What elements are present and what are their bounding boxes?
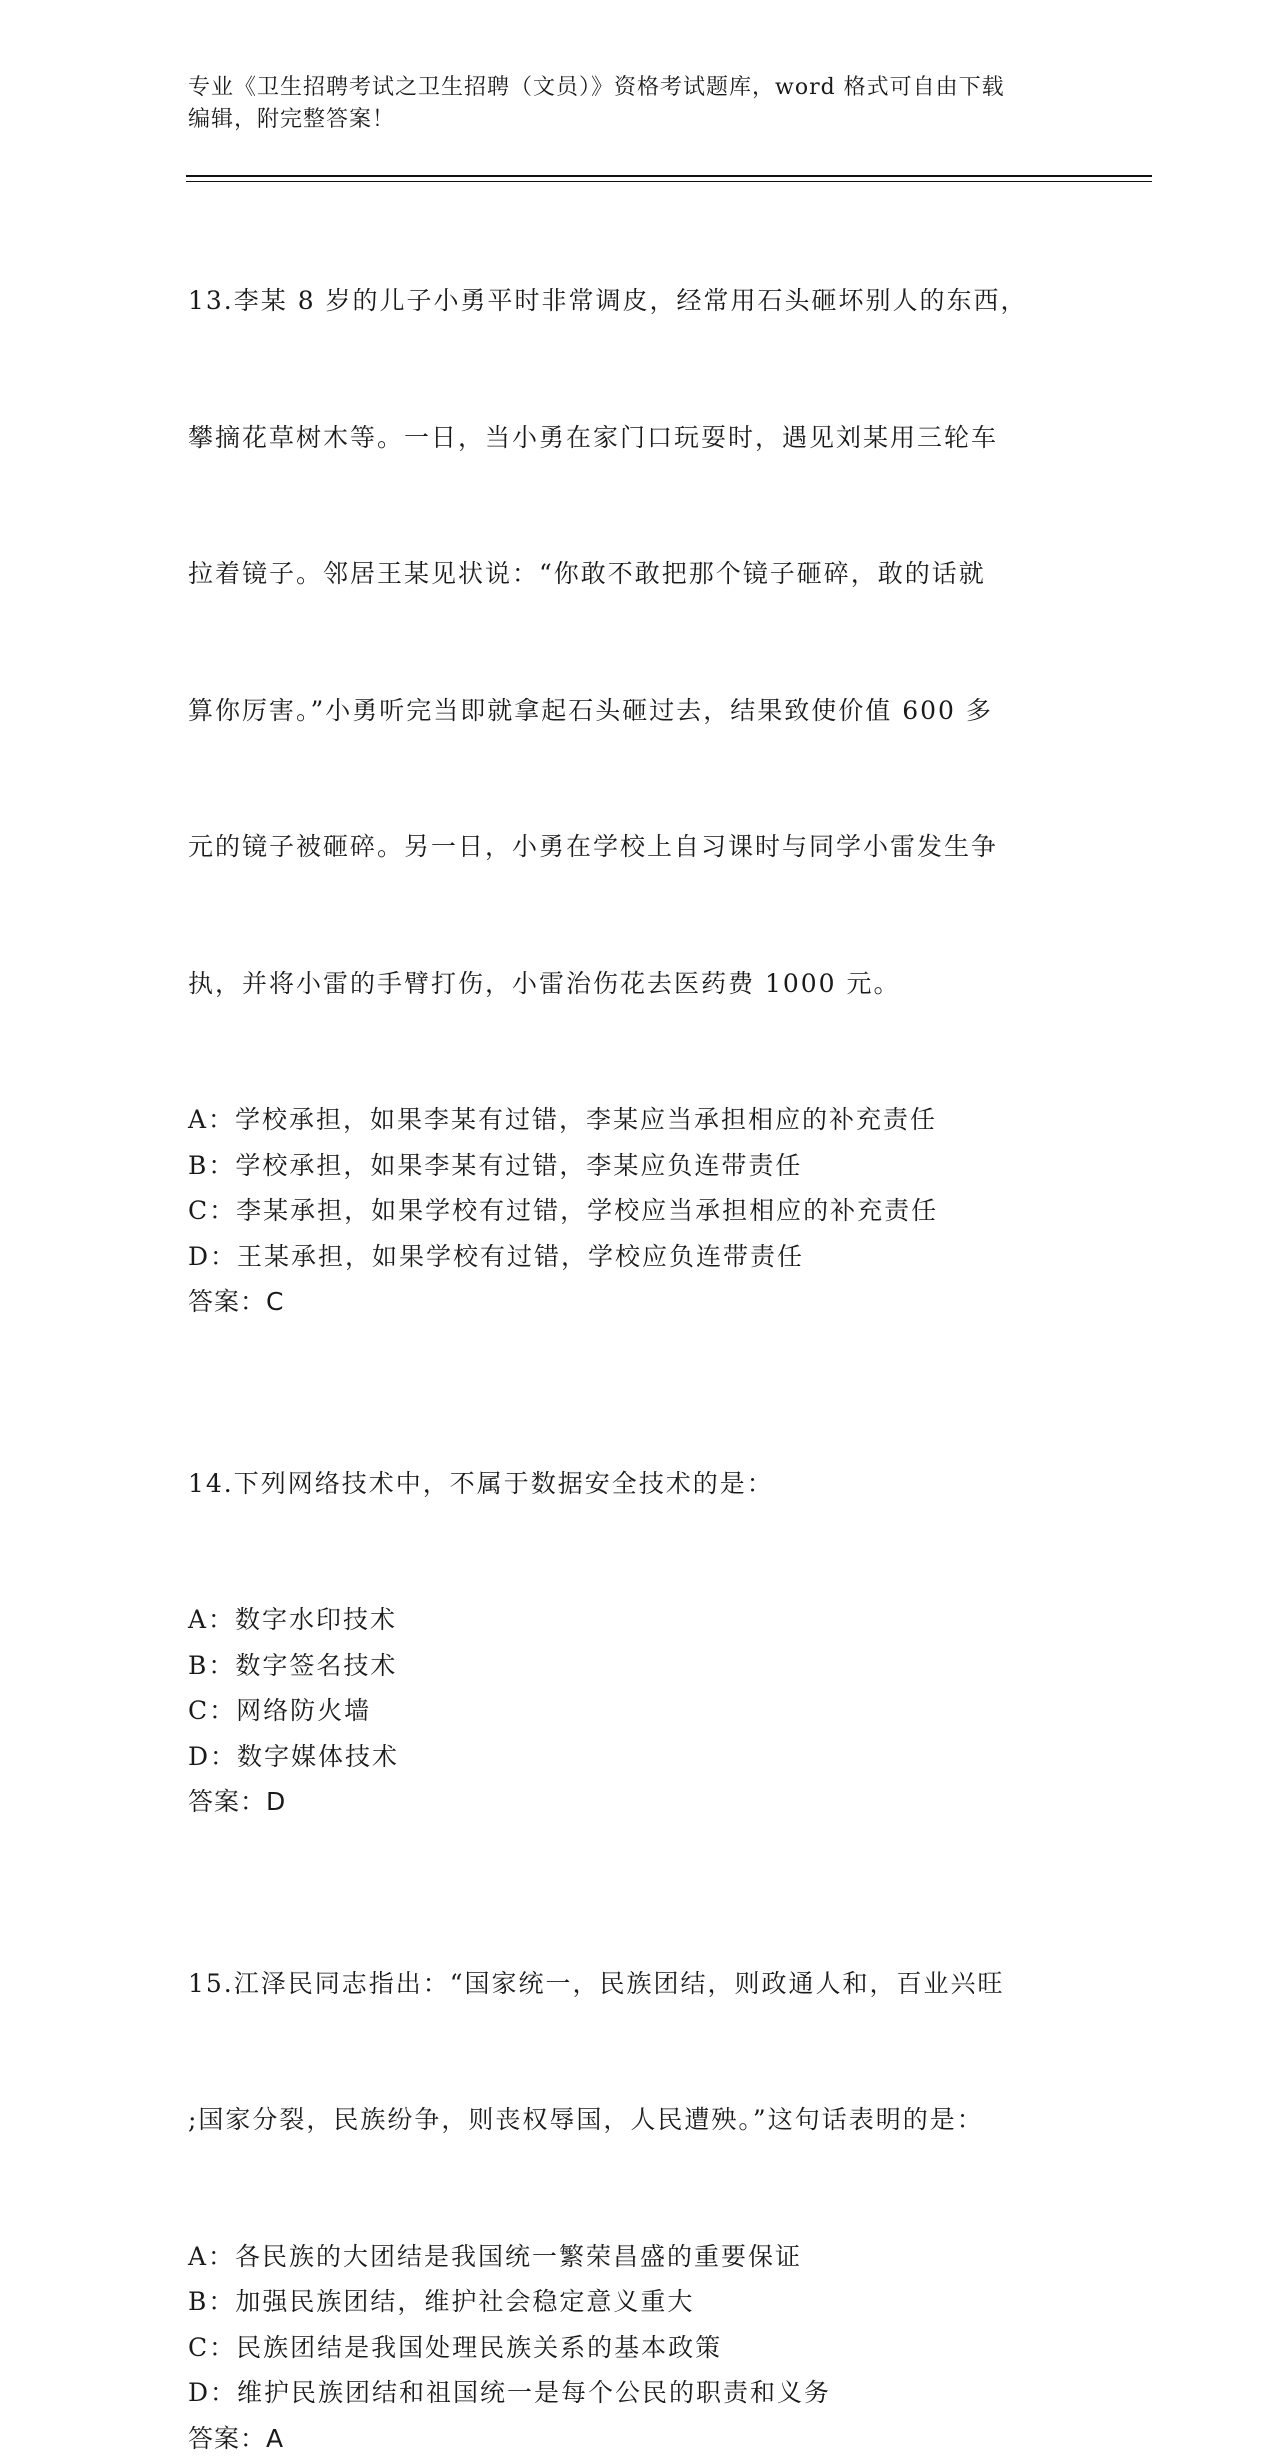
stem-line: 拉着镜子。邻居王某见状说：“你敢不敢把那个镜子砸碎，敢的话就 — [188, 551, 1068, 597]
question-15 — [188, 1870, 1068, 2461]
option-d: D：维护民族团结和祖国统一是每个公民的职责和义务 — [188, 2370, 1068, 2416]
option-c: C：李某承担，如果学校有过错，学校应当承担相应的补充责任 — [188, 1188, 1068, 1234]
answer-line: 答案：C — [188, 1279, 1068, 1325]
answer-line: 答案：A — [188, 2416, 1068, 2461]
option-c: C：民族团结是我国处理民族关系的基本政策 — [188, 2325, 1068, 2371]
stem-line: 元的镜子被砸碎。另一日，小勇在学校上自习课时与同学小雷发生争 — [188, 824, 1068, 870]
option-a: A：学校承担，如果李某有过错，李某应当承担相应的补充责任 — [188, 1097, 1068, 1143]
option-b: B：加强民族团结，维护社会稳定意义重大 — [188, 2279, 1068, 2325]
stem-line: 算你厉害。”小勇听完当即就拿起石头砸过去，结果致使价值 600 多 — [188, 688, 1068, 734]
question-stem — [188, 187, 1068, 1097]
question-14 — [188, 1370, 1068, 1825]
stem-line: 执，并将小雷的手臂打伤，小雷治伤花去医药费 1000 元。 — [188, 961, 1068, 1007]
option-b: B：学校承担，如果李某有过错，李某应负连带责任 — [188, 1143, 1068, 1189]
header-divider-thick — [186, 175, 1152, 177]
stem-line: 13.李某 8 岁的儿子小勇平时非常调皮，经常用石头砸坏别人的东西， — [188, 278, 1068, 324]
question-spacer — [188, 1825, 1068, 1870]
answer-line: 答案：D — [188, 1779, 1068, 1825]
option-a: A：各民族的大团结是我国统一繁荣昌盛的重要保证 — [188, 2234, 1068, 2280]
question-stem — [188, 1370, 1068, 1598]
option-c: C：网络防火墙 — [188, 1688, 1068, 1734]
stem-line: 攀摘花草树木等。一日，当小勇在家门口玩耍时，遇见刘某用三轮车 — [188, 415, 1068, 461]
stem-line: 14.下列网络技术中，不属于数据安全技术的是： — [188, 1461, 1068, 1507]
header-line-2: 编辑，附完整答案！ — [188, 104, 1088, 136]
option-d: D：王某承担，如果学校有过错，学校应负连带责任 — [188, 1234, 1068, 1280]
header-divider-thin — [186, 181, 1152, 182]
option-b: B：数字签名技术 — [188, 1643, 1068, 1689]
option-d: D：数字媒体技术 — [188, 1734, 1068, 1780]
stem-line: ;国家分裂，民族纷争，则丧权辱国，人民遭殃。”这句话表明的是： — [188, 2097, 1068, 2143]
header-line-1: 专业《卫生招聘考试之卫生招聘（文员）》资格考试题库，word 格式可自由下载 — [188, 72, 1088, 104]
question-13 — [188, 187, 1068, 1325]
question-spacer — [188, 1325, 1068, 1370]
stem-line: 15.江泽民同志指出：“国家统一，民族团结，则政通人和，百业兴旺 — [188, 1961, 1068, 2007]
question-list — [188, 187, 1068, 2461]
document-header — [188, 72, 1088, 136]
question-stem — [188, 1870, 1068, 2234]
option-a: A：数字水印技术 — [188, 1597, 1068, 1643]
